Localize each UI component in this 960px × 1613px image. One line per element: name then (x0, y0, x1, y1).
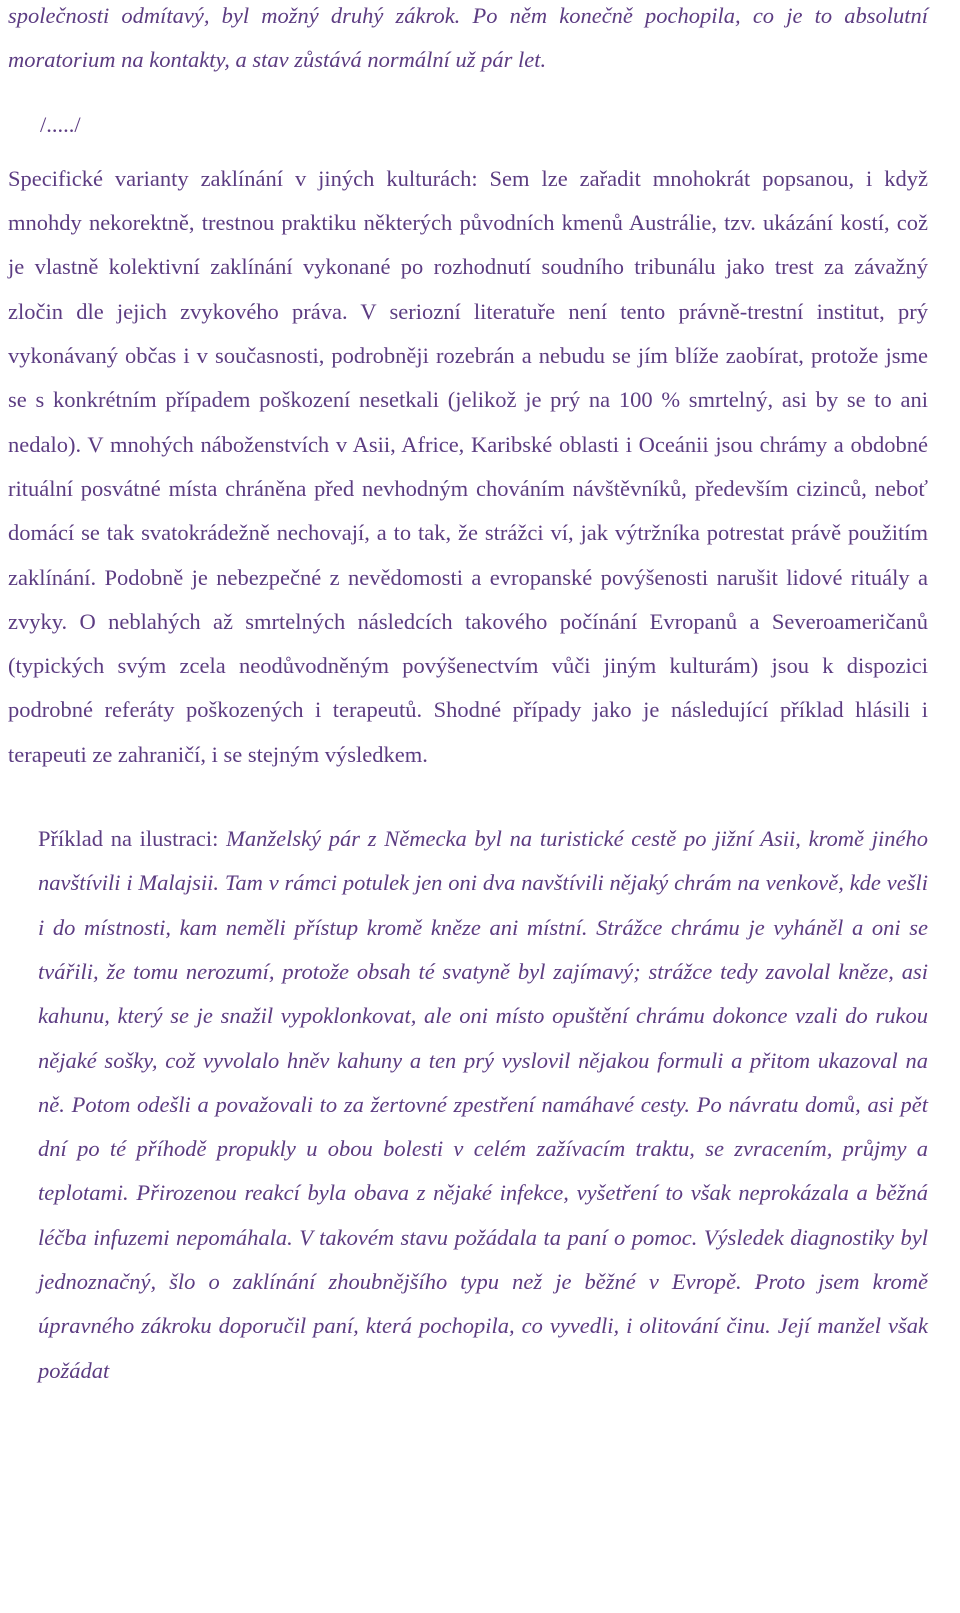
example-label: Příklad na ilustraci: (38, 826, 227, 852)
spacer (8, 777, 928, 817)
intro-paragraph: společnosti odmítavý, byl možný druhý zákrok. Po něm konečně pochopila, co je to absolutní moratorium na kontakty, a stav zůstává normální už pár let. (8, 3, 928, 73)
section-separator: /...../ (40, 111, 81, 137)
main-paragraph: Specifické varianty zaklínání v jiných kulturách: Sem lze zařadit mnohokrát popsanou, i když mnohdy nekorektně, trestnou praktiku některých původních kmenů Austrálie, tzv. ukázání kostí, což je vlastně kolektivní zaklínání vykonané po rozhodnutí soudního tribunálu jako trest za závažný zločin dle jejich zvykového práva. V seriozní literatuře není tento právně-trestní institut, prý vykonávaný občas i v současnosti, podrobněji rozebrán a nebudu se jím blíže zaobírat, protože jsme se s konkrétním případem poškození nesetkali (jelikož je prý na 100 % smrtelný, asi by se to ani nedalo). V mnohých náboženstvích v Asii, Africe, Karibské oblasti i Oceánii jsou chrámy a obdobné rituální posvátné místa chráněna před nevhodným chováním návštěvníků, především cizinců, neboť domácí se tak svatokrádežně nechovají, a to tak, že strážci ví, jak výtržníka potrestat právě použitím zaklínání. Podobně je nebezpečné z nevědomosti a evropanské povýšenosti narušit lidové rituály a zvyky. O neblahých až smrtelných následcích takového počínání Evropanů a Severoameričanů (typických svým zcela neodůvodněným povýšenectvím vůči jiným kulturám) jsou k dispozici podrobné referáty poškozených i terapeutů. Shodné případy jako je následující příklad hlásili i terapeuti ze zahraničí, i se stejným výsledkem. (8, 165, 928, 767)
example-text: Manželský pár z Německa byl na turistické cestě po jižní Asii, kromě jiného navštívili i Malajsii. Tam v rámci potulek jen oni dva navštívili nějaký chrám na venkově, kde vešli i do místnosti, kam neměli přístup kromě kněze ani místní. Strážce chrámu je vyháněl a oni se tvářili, že tomu nerozumí, protože obsah té svatyně byl zajímavý; strážce tedy zavolal kněze, asi kahunu, který se je snažil vypoklonkovat, ale oni místo opuštění chrámu dokonce vzali do rukou nějaké sošky, což vyvolalo hněv kahuny a ten prý vyslovil nějakou formuli a přitom ukazoval na ně. Potom odešli a považovali to za žertovné zpestření namáhavé cesty. Po návratu domů, asi pět dní po té příhodě propukly u obou bolesti v celém zažívacím traktu, se zvracením, průjmy a teplotami. Přirozenou reakcí byla obava z nějaké infekce, vyšetření to však neprokázala a běžná léčba infuzemi nepomáhala. V takovém stavu požádala ta paní o pomoc. Výsledek diagnostiky byl jednoznačný, šlo o zaklínání zhoubnějšího typu než je běžné v Evropě. Proto jsem kromě úpravného zákroku doporučil paní, která pochopila, co vyvedli, i olitování činu. Její manžel však požádat (38, 826, 928, 1383)
spacer (8, 83, 928, 103)
spacer (8, 147, 928, 157)
document-page (8, 0, 928, 1393)
example-paragraph (38, 817, 928, 1393)
